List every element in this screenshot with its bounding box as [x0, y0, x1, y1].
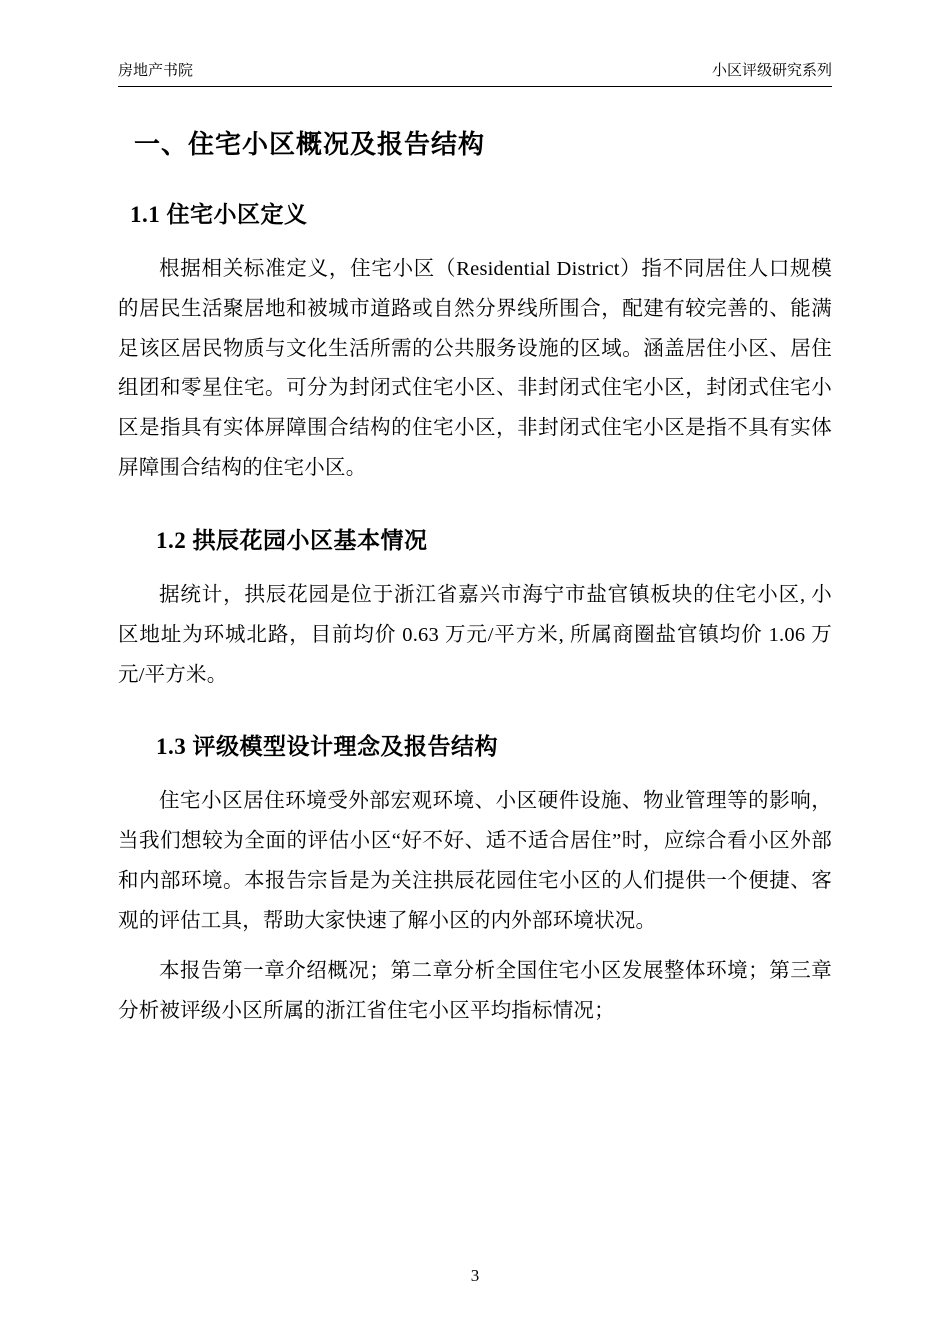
section-heading-1-2: 1.2 拱辰花园小区基本情况 [156, 528, 428, 554]
section-1-3-paragraph-1: 住宅小区居住环境受外部宏观环境、小区硬件设施、物业管理等的影响，当我们想较为全面的评估小区“好不好、适不适合居住”时，应综合看小区外部和内部环境。本报告宗旨是为关注拱辰花园住宅小区的人们提供一个便捷、客观的评估工具，帮助大家快速了解小区的内外部环境状况。 [118, 789, 832, 932]
section-heading-1-3: 1.3 评级模型设计理念及报告结构 [156, 734, 498, 760]
section-heading-1-1: 1.1 住宅小区定义 [130, 202, 308, 228]
section-1-2-paragraph: 据统计，拱辰花园是位于浙江省嘉兴市海宁市盐官镇板块的住宅小区, 小区地址为环城北路，目前均价 0.63 万元/平方米, 所属商圈盐官镇均价 1.06 万元/平方米。 [118, 583, 832, 686]
header-left-text: 房地产书院 [118, 63, 194, 79]
section-1-1-paragraph: 根据相关标准定义，住宅小区（Residential District）指不同居住人口规模的居民生活聚居地和被城市道路或自然分界线所围合，配建有较完善的、能满足该区居民物质与文化生活所需的公共服务设施的区域。涵盖居住小区、居住组团和零星住宅。可分为封闭式住宅小区、非封闭式住宅小区，封闭式住宅小区是指具有实体屏障围合结构的住宅小区，非封闭式住宅小区是指不具有实体屏障围合结构的住宅小区。 [118, 257, 832, 480]
header-right-text: 小区评级研究系列 [711, 63, 832, 79]
section-1-3-paragraph-2: 本报告第一章介绍概况；第二章分析全国住宅小区发展整体环境；第三章分析被评级小区所属的浙江省住宅小区平均指标情况； [118, 959, 832, 1022]
page-content [118, 62, 832, 1031]
chapter-heading: 一、住宅小区概况及报告结构 [134, 130, 486, 159]
page-number: 3 [470, 1266, 480, 1285]
page-header [118, 62, 832, 87]
